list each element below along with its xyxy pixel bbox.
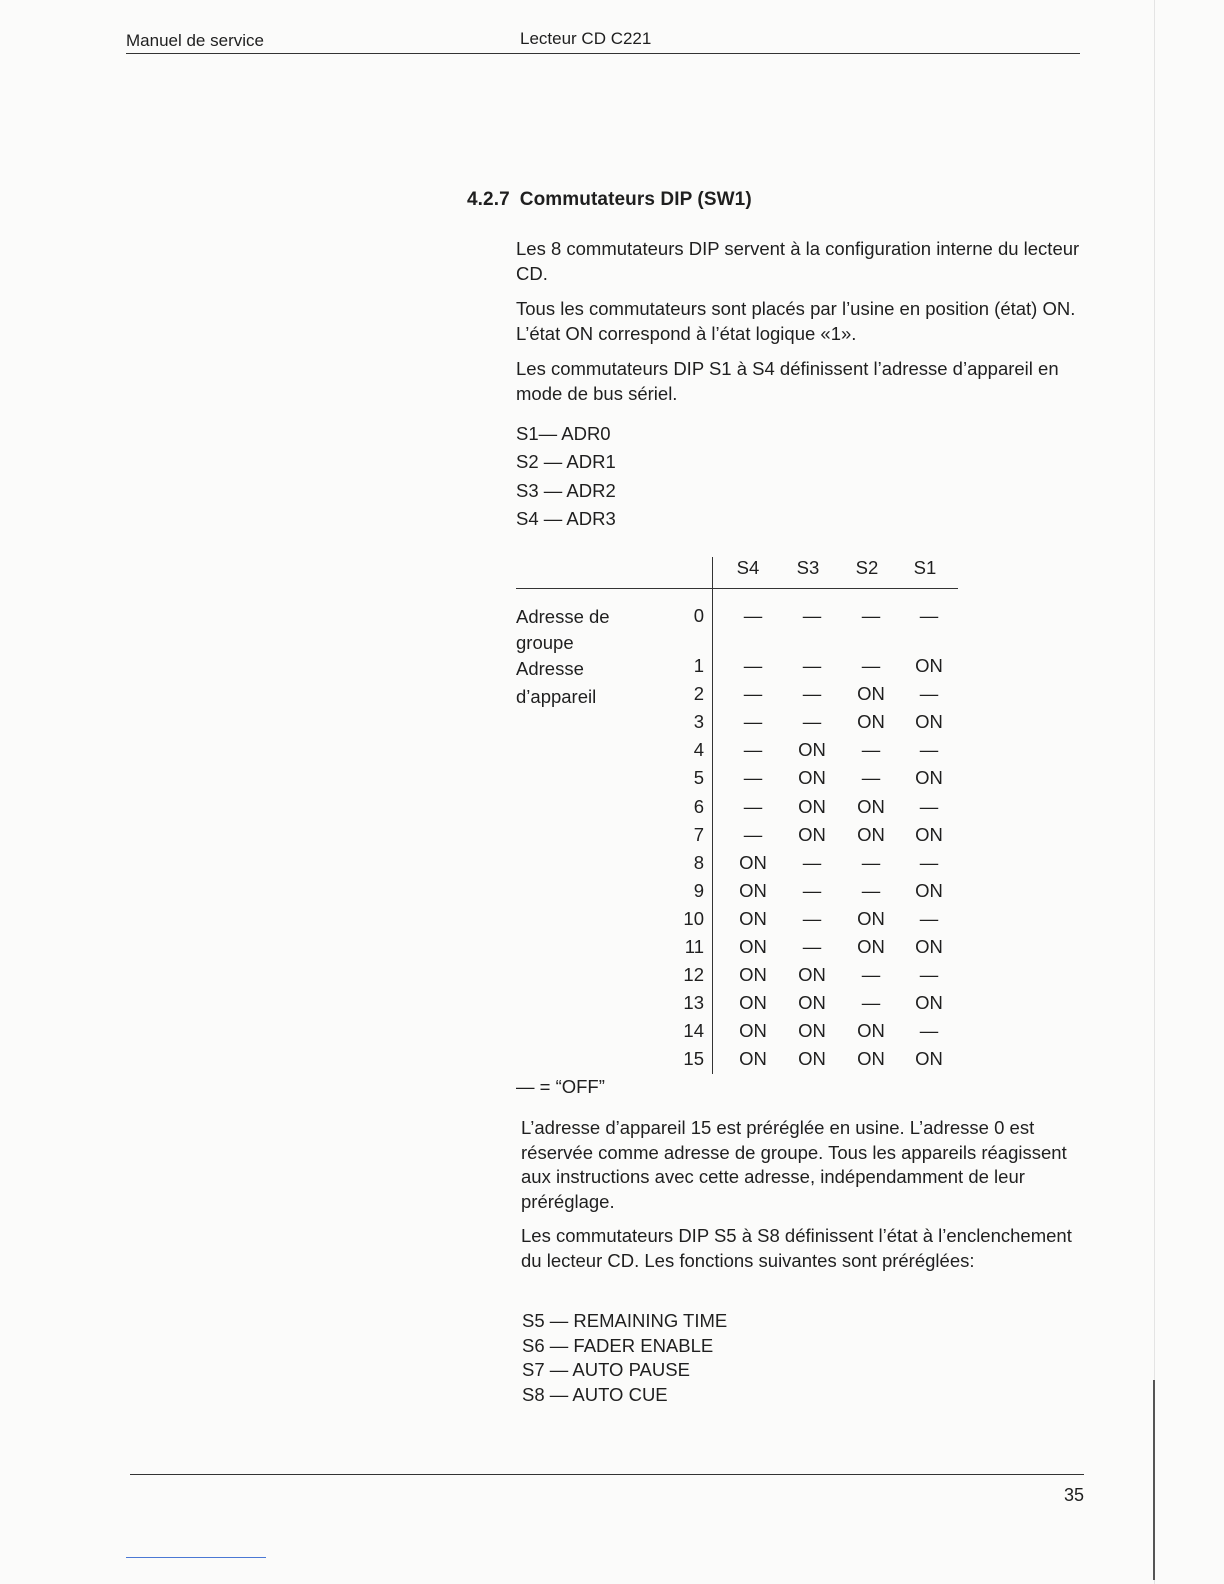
address-number: 10 (683, 907, 704, 929)
switch-state-cell: ON (857, 711, 885, 733)
label-device-address: Adresse d’appareil (516, 658, 597, 707)
address-number: 4 (693, 739, 704, 761)
switch-state-cell: ON (798, 992, 826, 1014)
paragraph: L’adresse d’appareil 15 est préréglée en usine. L’adresse 0 est réservée comme adresse de groupe. Tous les appareils réagissent aux instructions avec cette adresse, indépendamment de leur préréglage. (521, 1117, 1067, 1212)
header-left: Manuel de service (126, 31, 264, 50)
switch-state-cell: — (802, 851, 822, 873)
function-list-item: S8 — AUTO CUE (522, 1383, 668, 1405)
column-header: S2 (855, 557, 879, 578)
switch-state-cell: ON (857, 823, 885, 845)
function-list (522, 1309, 727, 1407)
column-header: S1 (913, 557, 937, 578)
switch-state-cell: ON (915, 1048, 943, 1070)
section-title (467, 189, 752, 211)
scan-edge (1154, 0, 1155, 1584)
switch-state-cell: — (802, 683, 822, 705)
switch-state-cell: ON (915, 655, 943, 676)
switch-state-cell: ON (798, 795, 826, 817)
switch-state-cell: — (919, 683, 939, 705)
paragraph: Tous les commutateurs sont placés par l’usine en position (état) ON. L’état ON correspond à l’état logique «1». (516, 298, 1076, 344)
switch-state-cell: — (743, 739, 763, 761)
switch-state-cell: ON (798, 1020, 826, 1042)
legend: — = “OFF” (516, 1076, 605, 1097)
address-number: 13 (683, 992, 704, 1014)
address-list-item: S2 — ADR1 (516, 451, 616, 473)
column-header: S3 (796, 557, 820, 578)
paragraph: Les 8 commutateurs DIP servent à la configuration interne du lecteur CD. (516, 238, 1080, 284)
table-horizontal-rule (516, 588, 958, 589)
paragraph: Les commutateurs DIP S1 à S4 définissent l’adresse d’appareil en mode de bus sériel. (516, 358, 1059, 404)
footer-rule (130, 1474, 1084, 1475)
switch-state-cell: — (802, 936, 822, 957)
switch-state-cell: — (802, 655, 822, 676)
switch-state-cell: ON (739, 992, 767, 1014)
switch-state-cell: ON (857, 1020, 885, 1042)
switch-state-cell: ON (798, 964, 826, 986)
address-list-item: S3 — ADR2 (516, 479, 616, 501)
switch-state-cell: ON (739, 879, 767, 901)
switch-state-cell: ON (739, 964, 767, 986)
scan-artifact-line (126, 1557, 266, 1558)
switch-state-cell: ON (739, 1048, 767, 1070)
switch-state-cell: — (861, 964, 881, 986)
switch-state-cell: — (919, 851, 939, 873)
switch-state-cell: ON (915, 879, 943, 901)
switch-state-cell: — (861, 767, 881, 789)
address-number: 14 (683, 1020, 704, 1042)
switch-state-cell: ON (739, 936, 767, 957)
switch-state-cell: — (919, 1020, 939, 1042)
address-number: 12 (683, 964, 704, 986)
switch-state-cell: ON (857, 1048, 885, 1070)
paragraph: Les commutateurs DIP S5 à S8 définissent l’état à l’enclenchement du lecteur CD. Les fonctions suivantes sont préréglées: (521, 1225, 1072, 1271)
switch-state-cell: — (743, 795, 763, 817)
table-vertical-rule (712, 557, 713, 1074)
switch-state-cell: — (861, 851, 881, 873)
switch-state-cell: — (919, 795, 939, 817)
section-number: 4.2.7 (467, 189, 510, 210)
switch-state-cell: ON (857, 795, 885, 817)
switch-state-cell: ON (857, 907, 885, 929)
switch-state-cell: ON (739, 1020, 767, 1042)
switch-state-cell: — (919, 964, 939, 986)
switch-state-cell: ON (739, 907, 767, 929)
column-header: S4 (736, 557, 760, 578)
switch-state-cell: — (743, 655, 763, 676)
switch-state-cell: ON (915, 711, 943, 733)
label-group-address: Adresse de groupe (516, 606, 610, 653)
switch-state-cell: — (861, 992, 881, 1014)
address-number: 6 (693, 795, 704, 817)
address-number: 7 (693, 823, 704, 845)
address-number: 5 (693, 767, 704, 789)
switch-state-cell: ON (857, 936, 885, 957)
switch-state-cell: ON (915, 992, 943, 1014)
header-rule (126, 53, 1080, 54)
switch-state-cell: — (743, 605, 763, 626)
switch-state-cell: — (802, 711, 822, 733)
switch-state-cell: — (919, 907, 939, 929)
switch-state-cell: — (802, 605, 822, 626)
address-number: 0 (693, 605, 704, 626)
scan-edge-dark (1153, 1380, 1155, 1580)
switch-state-cell: ON (798, 1048, 826, 1070)
switch-state-cell: — (861, 655, 881, 676)
switch-state-cell: ON (798, 739, 826, 761)
header-center: Lecteur CD C221 (520, 29, 652, 48)
function-list-item: S5 — REMAINING TIME (522, 1310, 728, 1331)
switch-state-cell: ON (857, 683, 885, 705)
switch-state-cell: — (861, 605, 881, 626)
switch-state-cell: — (743, 767, 763, 789)
page-number: 35 (1064, 1485, 1085, 1505)
switch-state-cell: ON (798, 767, 826, 789)
address-number: 1 (693, 655, 704, 676)
address-number: 2 (693, 683, 704, 705)
switch-state-cell: — (861, 879, 881, 901)
switch-state-cell: ON (915, 936, 943, 957)
switch-state-cell: — (743, 823, 763, 845)
switch-state-cell: — (919, 605, 939, 626)
switch-state-cell: — (743, 683, 763, 705)
switch-state-cell: — (743, 711, 763, 733)
address-number: 3 (693, 711, 704, 733)
switch-state-cell: — (919, 739, 939, 761)
switch-state-cell: ON (739, 851, 767, 873)
switch-state-cell: ON (915, 823, 943, 845)
address-number: 8 (693, 851, 704, 873)
switch-state-cell: ON (915, 767, 943, 789)
address-list-item: S1— ADR0 (516, 423, 611, 444)
address-number: 9 (693, 879, 704, 901)
switch-state-cell: — (861, 739, 881, 761)
address-list (516, 420, 616, 533)
switch-state-cell: ON (798, 823, 826, 845)
section-title-text: Commutateurs DIP (SW1) (519, 189, 752, 210)
address-number: 11 (684, 936, 704, 957)
switch-state-cell: — (802, 879, 822, 901)
address-number: 15 (683, 1048, 704, 1070)
function-list-item: S7 — AUTO PAUSE (522, 1359, 690, 1380)
address-list-item: S4 — ADR3 (516, 507, 616, 529)
function-list-item: S6 — FADER ENABLE (522, 1334, 714, 1356)
switch-state-cell: — (802, 907, 822, 929)
